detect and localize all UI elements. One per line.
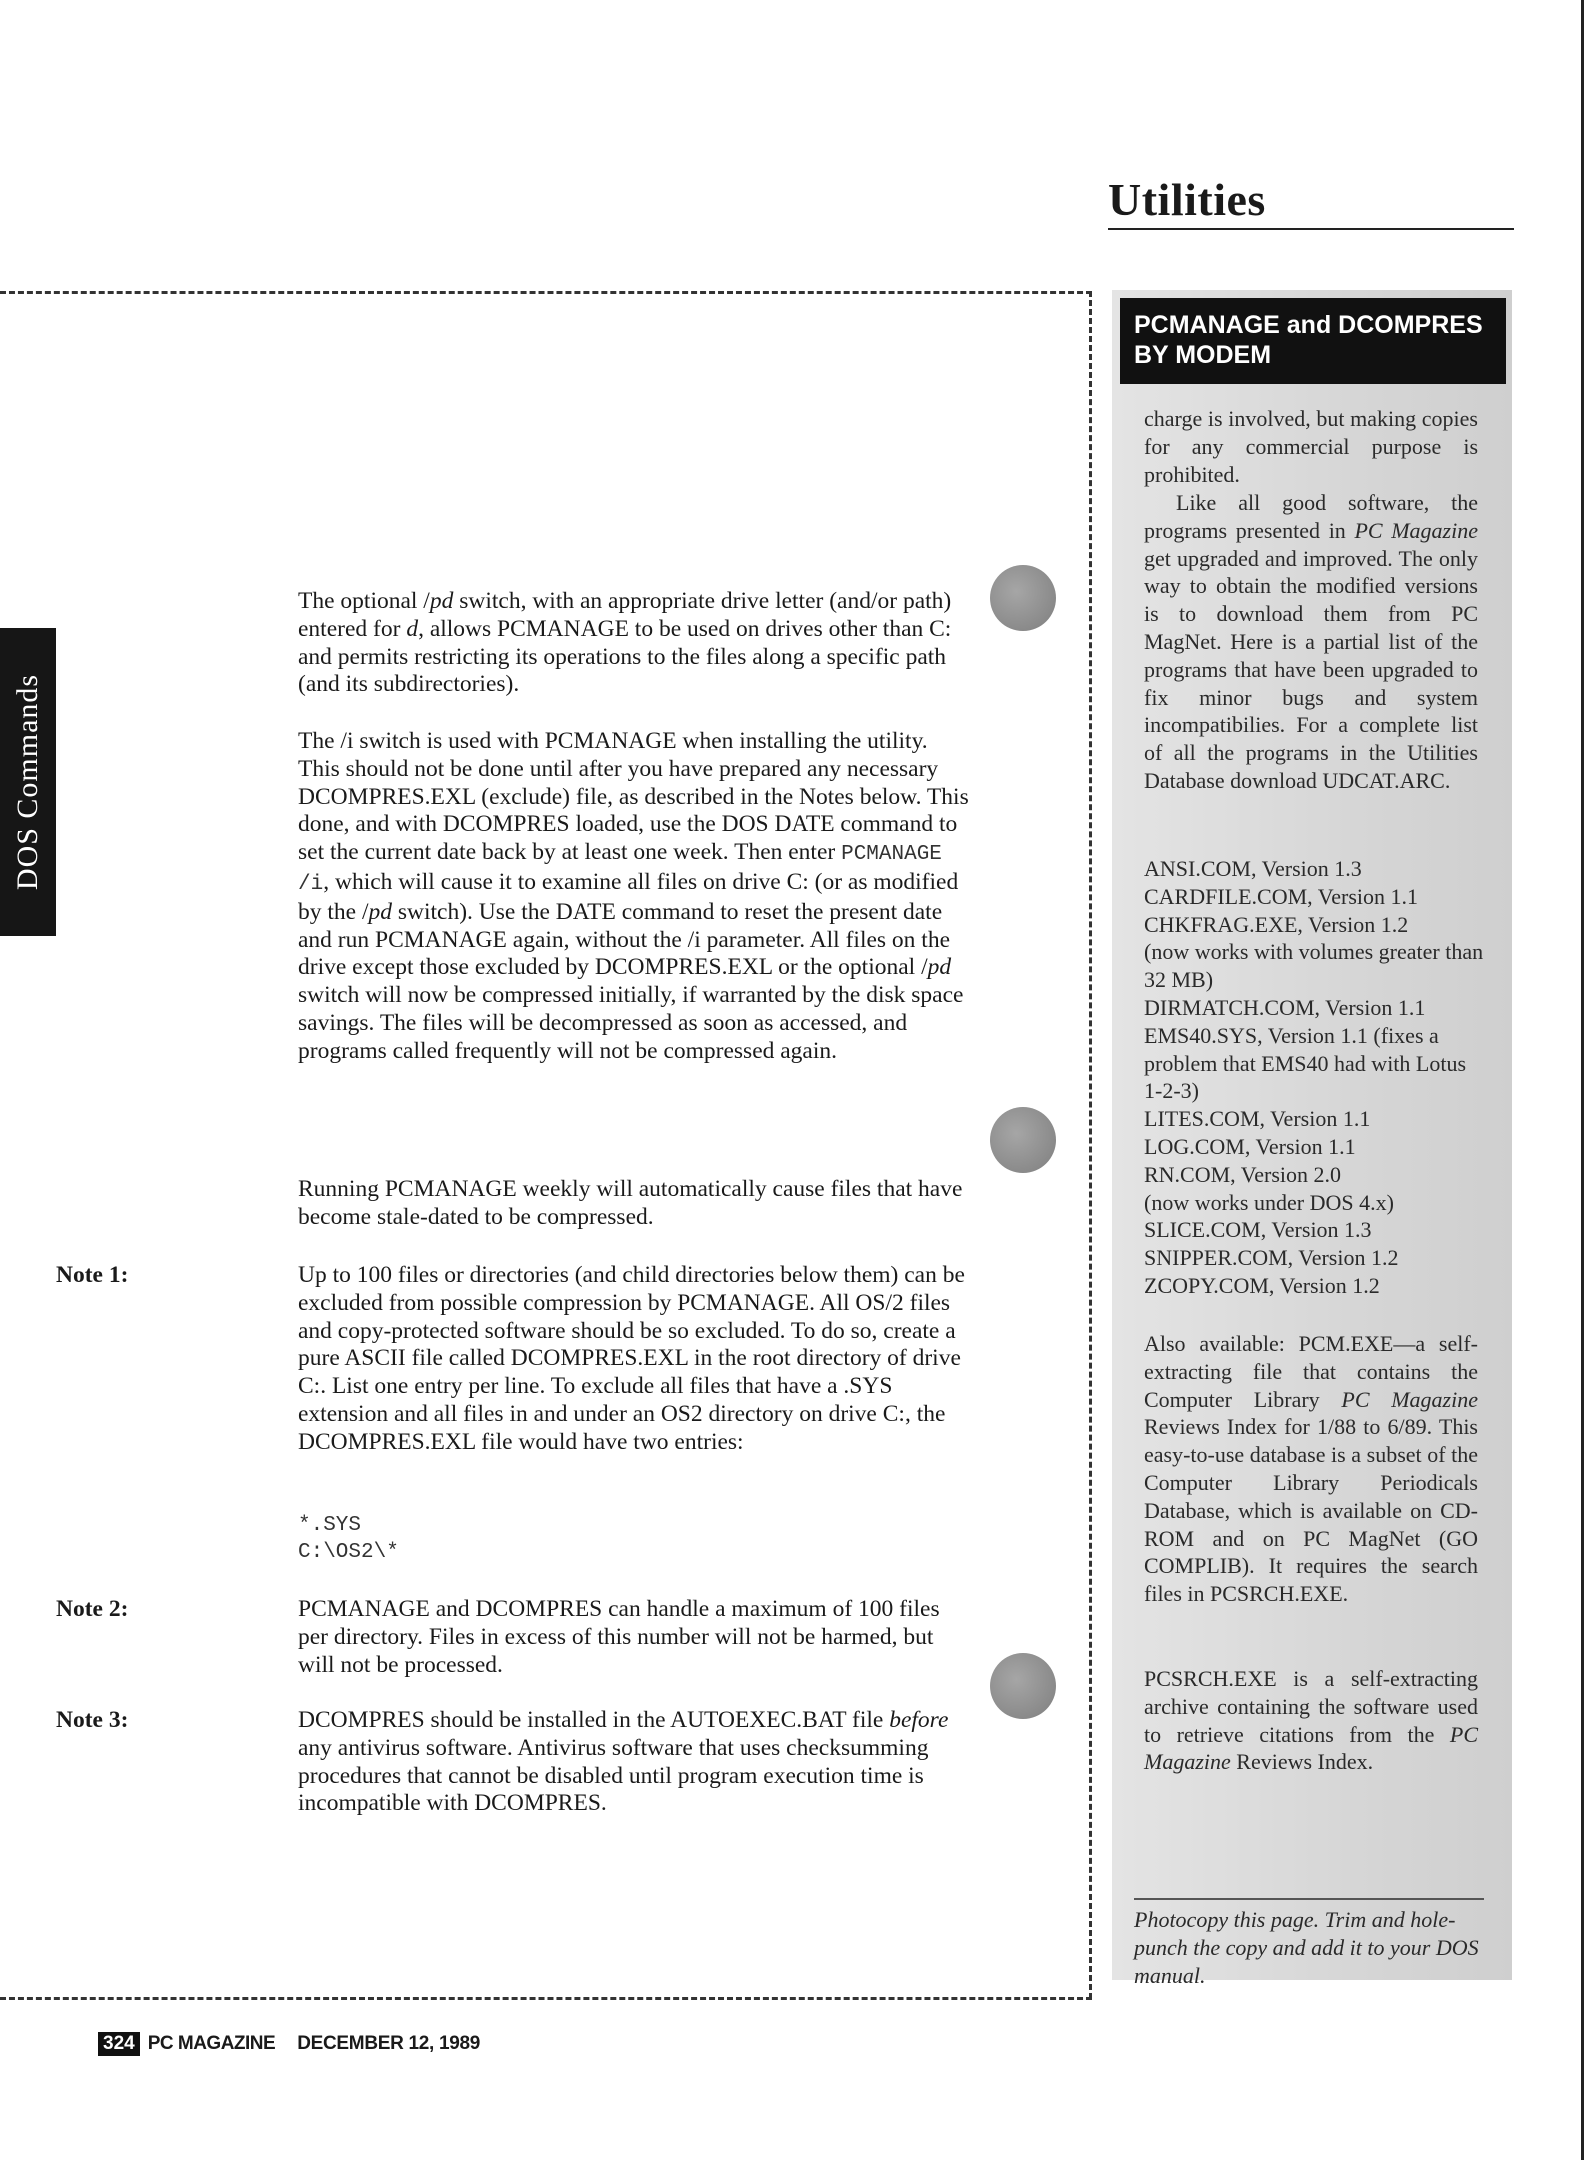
- program-list: [1144, 855, 1484, 1300]
- sidebar-heading-line: BY MODEM: [1134, 341, 1272, 369]
- sidebar-paragraph-3: Also available: PCM.EXE—a self-extracting file that contains the Computer Library PC Magazine Reviews Index for 1/88 to 6/89. This easy-to-use database is a subset of the Computer Library Periodicals Database, which is available on CD-ROM and on PC MagNet (GO COMPLIB). It requires the search files in PCSRCH.EXE.: [1144, 1331, 1478, 1607]
- publication-name: PC MAGAZINE: [147, 2033, 276, 2054]
- list-item: (now works under DOS 4.x): [1144, 1189, 1394, 1215]
- list-item: LOG.COM, Version 1.1: [1144, 1133, 1356, 1159]
- sidebar-heading-line: PCMANAGE and DCOMPRES: [1134, 311, 1483, 339]
- list-item: DIRMATCH.COM, Version 1.1: [1144, 994, 1426, 1020]
- list-item: CARDFILE.COM, Version 1.1: [1144, 883, 1419, 909]
- note-2-label: Note 2:: [56, 1596, 129, 1622]
- cut-line-right: [1089, 291, 1092, 1999]
- page-footer: [98, 2032, 480, 2056]
- note-1-label: Note 1:: [56, 1262, 129, 1288]
- list-item: SNIPPER.COM, Version 1.2: [1144, 1245, 1399, 1271]
- cut-line-bottom: [0, 1997, 1092, 2000]
- binder-hole-bottom: [990, 1653, 1056, 1719]
- note-2-text: PCMANAGE and DCOMPRES can handle a maximum of 100 files per directory. Files in excess of this number will not be harmed, but will not be processed.: [298, 1596, 940, 1678]
- paragraph-weekly: Running PCMANAGE weekly will automatically cause files that have become stale-dated to be compressed.: [298, 1176, 963, 1230]
- list-item: LITES.COM, Version 1.1: [1144, 1106, 1371, 1132]
- binder-hole-middle: [990, 1107, 1056, 1173]
- sidebar-paragraph-4: PCSRCH.EXE is a self-extracting archive containing the software used to retrieve citations from the PC Magazine Reviews Index.: [1144, 1666, 1478, 1775]
- issue-date: DECEMBER 12, 1989: [297, 2033, 481, 2054]
- section-title: Utilities: [1108, 176, 1514, 230]
- sidebar-divider: [1134, 1898, 1484, 1900]
- binder-hole-top: [990, 565, 1056, 631]
- side-tab: [0, 628, 56, 936]
- code-example: [298, 1512, 399, 1566]
- sidebar-paragraph-1: charge is involved, but making copies for any commercial purpose is prohibited.: [1144, 406, 1478, 487]
- sidebar-heading: [1120, 298, 1506, 384]
- note-3-text: DCOMPRES should be installed in the AUTOEXEC.BAT file before any antivirus software. Antivirus software that uses checksumming procedures that cannot be disabled until program execution time is incompatible with DCOMPRES.: [298, 1707, 949, 1817]
- paragraph-i-switch: The /i switch is used with PCMANAGE when installing the utility. This should not be done until after you have prepared any necessary DCOMPRES.EXL (exclude) file, as described in the Notes below. This done, and with DCOMPRES loaded, use the DOS DATE command to set the current date back by at least one week. Then enter PCMANAGE /i, which will cause it to examine all files on drive C: (or as modified by the /pd switch). Use the DATE command to reset the present date and run PCMANAGE again, without the /i parameter. All files on the drive except those excluded by DCOMPRES.EXL or the optional /pd switch will now be compressed initially, if warranted by the disk space savings. The files will be decompressed as soon as accessed, and programs called frequently will not be compressed again.: [298, 728, 969, 1064]
- list-item: EMS40.SYS, Version 1.1 (fixes a problem that EMS40 had with Lotus 1-2-3): [1144, 1022, 1467, 1104]
- list-item: SLICE.COM, Version 1.3: [1144, 1217, 1372, 1243]
- list-item: ZCOPY.COM, Version 1.2: [1144, 1272, 1380, 1298]
- sidebar-paragraph-2: Like all good software, the programs presented in PC Magazine get upgraded and improved. The only way to obtain the modified versions is to download them from PC MagNet. Here is a partial list of the programs that have been upgraded to fix minor bugs and system incompatibilies. For a complete list of all the programs in the Utilities Database download UDCAT.ARC.: [1144, 490, 1478, 793]
- code-line: C:\OS2\*: [298, 1541, 399, 1564]
- side-tab-label: DOS Commands: [11, 673, 44, 891]
- photocopy-instructions: Photocopy this page. Trim and hole-punch the copy and add it to your DOS manual.: [1134, 1907, 1479, 1988]
- cut-line-top: [0, 291, 1092, 294]
- list-item: ANSI.COM, Version 1.3: [1144, 856, 1362, 881]
- note-1-text: Up to 100 files or directories (and child directories below them) can be excluded from possible compression by PCMANAGE. All OS/2 files and copy-protected software should be so excluded. To do so, create a pure ASCII file called DCOMPRES.EXL in the root directory of drive C:. List one entry per line. To exclude all files that have a .SYS extension and all files in and under an OS2 directory on drive C:, the DCOMPRES.EXL file would have two entries:: [298, 1262, 965, 1455]
- page-number: 324: [98, 2032, 140, 2056]
- list-item: RN.COM, Version 2.0: [1144, 1161, 1342, 1187]
- paragraph-pd-switch: The optional /pd switch, with an appropriate drive letter (and/or path) entered for d, allows PCMANAGE to be used on drives other than C: and permits restricting its operations to the files along a specific path (and its subdirectories).: [298, 588, 952, 698]
- list-item: CHKFRAG.EXE, Version 1.2: [1144, 911, 1409, 937]
- code-line: *.SYS: [298, 1514, 362, 1537]
- list-item: (now works with volumes greater than 32 MB): [1144, 939, 1484, 993]
- page-edge-rule: [1581, 0, 1584, 2160]
- note-3-label: Note 3:: [56, 1707, 129, 1733]
